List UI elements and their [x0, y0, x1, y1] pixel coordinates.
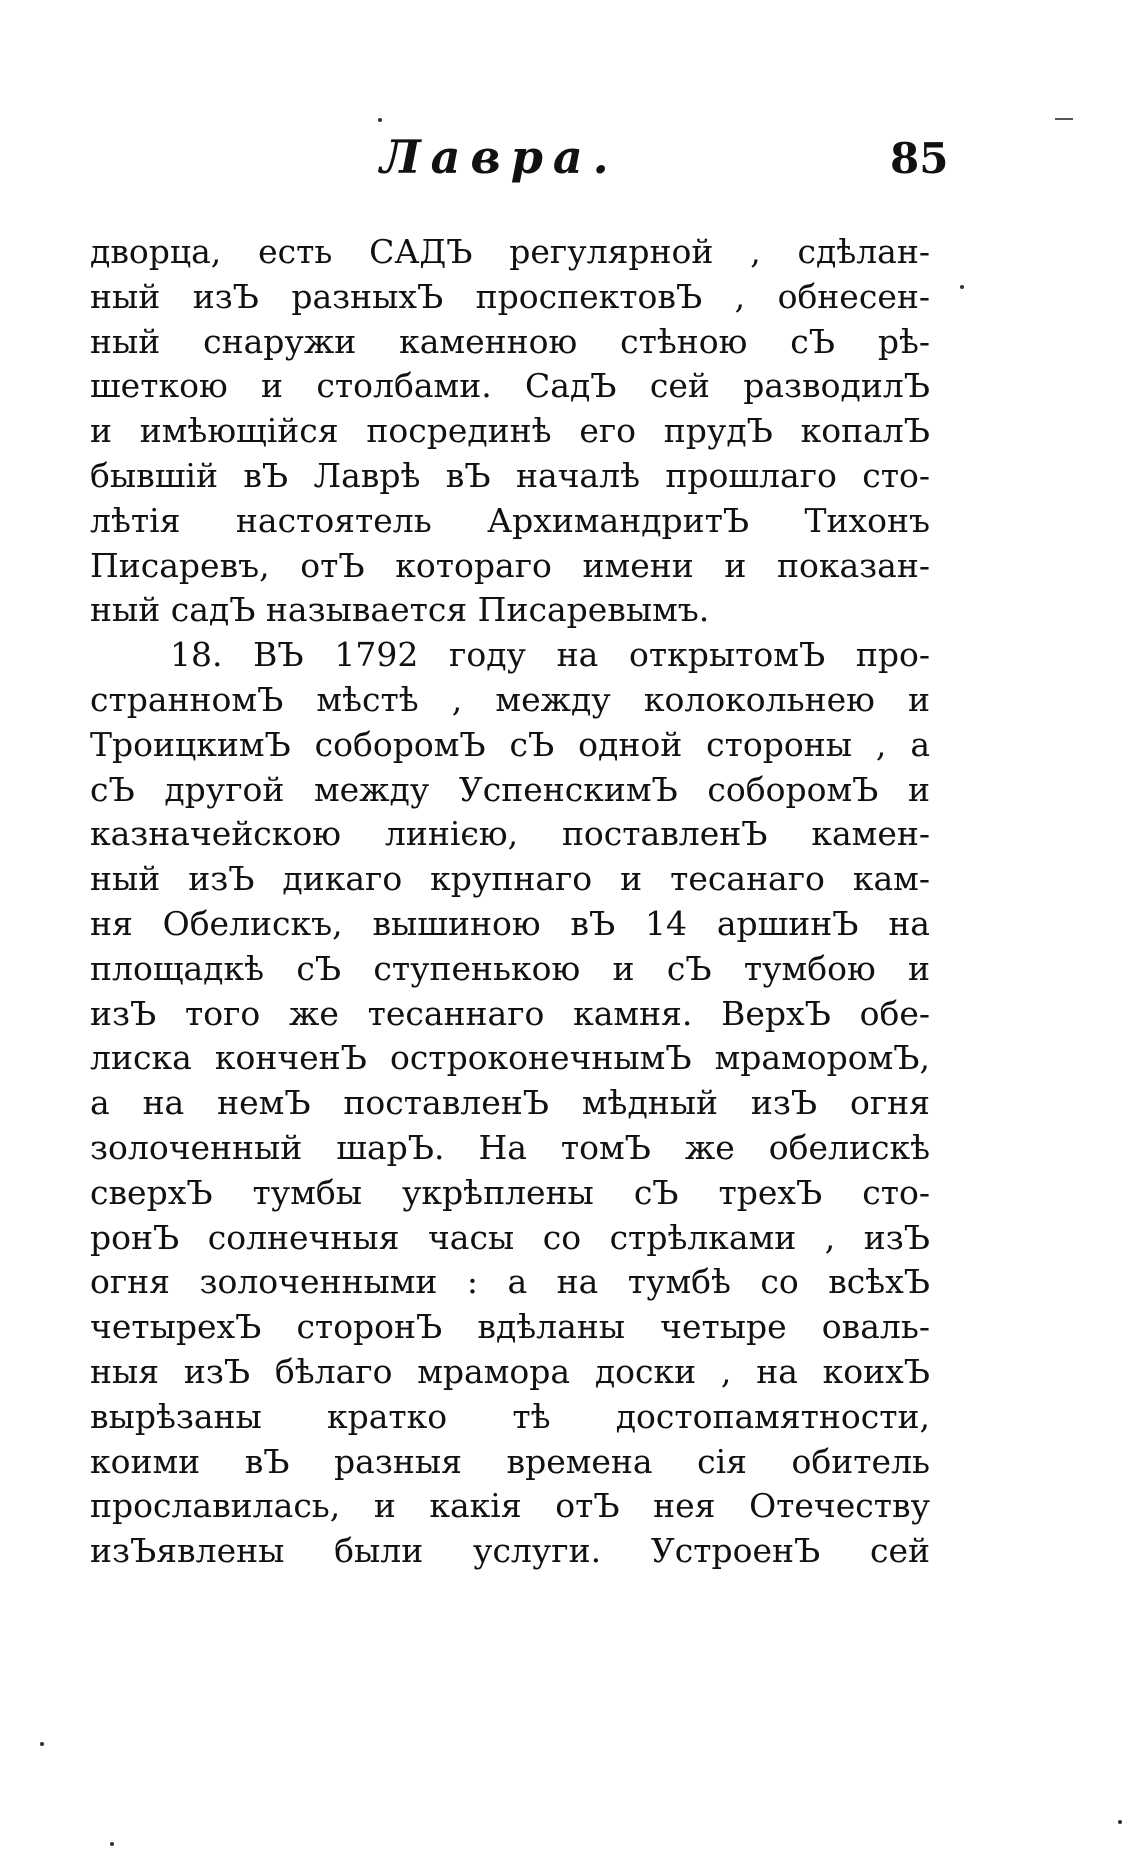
scan-mark [1055, 118, 1073, 120]
text-line: лѣтія настоятель АрхимандритЪ Тихонъ [90, 500, 930, 540]
text-line: ТроицкимЪ соборомЪ сЪ одной стороны , а [90, 724, 930, 764]
text-line: ня Обелискъ, вышиною вЪ 14 аршинЪ на [90, 903, 930, 943]
text-line: изЪявлены были услуги. УстроенЪ сей [90, 1531, 930, 1571]
text-line: изЪ того же тесаннаго камня. ВерхЪ обе- [90, 993, 930, 1033]
running-head-title: Лавра. [380, 130, 619, 184]
text-line: огня золоченными : а на тумбѣ со всѣхЪ [90, 1262, 930, 1302]
text-line: ный садЪ называется Писаревымъ. [90, 590, 710, 630]
text-line: прославилась, и какія отЪ нея Отечеству [90, 1486, 930, 1526]
scan-speck [40, 1742, 44, 1746]
text-line: сверхЪ тумбы укрѣплены сЪ трехЪ сто- [90, 1172, 930, 1212]
page-number: 85 [890, 134, 949, 183]
text-line: 18. ВЪ 1792 году на открытомЪ про- [170, 635, 930, 675]
text-line: и имѣющійся посрединѣ его прудЪ копалЪ [90, 411, 930, 451]
text-line: коими вЪ разныя времена сія обитель [90, 1441, 930, 1481]
text-line: четырехЪ сторонЪ вдѣланы четыре оваль- [90, 1307, 930, 1347]
text-line: вырѣзаны кратко тѣ достопамятности, [90, 1396, 930, 1436]
text-line: ный изЪ разныхЪ проспектовЪ , обнесен- [90, 276, 930, 316]
text-line: ный снаружи каменною стѣною сЪ рѣ- [90, 321, 930, 361]
text-line: сЪ другой между УспенскимЪ соборомЪ и [90, 769, 930, 809]
text-line: золоченный шарЪ. На томЪ же обелискѣ [90, 1127, 930, 1167]
text-line: ронЪ солнечныя часы со стрѣлками , изЪ [90, 1217, 930, 1257]
text-line: ныя изЪ бѣлаго мрамора доски , на коихЪ [90, 1351, 930, 1391]
scan-speck [960, 285, 964, 289]
scan-speck [110, 1842, 114, 1846]
text-line: Писаревъ, отЪ котораго имени и показан- [90, 545, 930, 585]
text-line: ный изЪ дикаго крупнаго и тесанаго кам- [90, 859, 930, 899]
scan-speck [378, 118, 382, 122]
body-text [90, 230, 930, 1574]
text-line: дворца, есть САДЪ регулярной , сдѣлан- [90, 232, 930, 271]
text-line: лиска конченЪ остроконечнымЪ мраморомЪ, [90, 1038, 930, 1078]
text-line: шеткою и столбами. СадЪ сей разводилЪ [90, 366, 930, 406]
text-line: казначейскою линією, поставленЪ камен- [90, 814, 930, 854]
text-line: а на немЪ поставленЪ мѣдный изЪ огня [90, 1083, 930, 1123]
text-line: бывшій вЪ Лаврѣ вЪ началѣ прошлаго сто- [90, 455, 930, 495]
text-line: площадкѣ сЪ ступенькою и сЪ тумбою и [90, 948, 930, 988]
text-line: странномЪ мѣстѣ , между колокольнею и [90, 679, 930, 719]
scan-speck [1118, 1820, 1122, 1824]
